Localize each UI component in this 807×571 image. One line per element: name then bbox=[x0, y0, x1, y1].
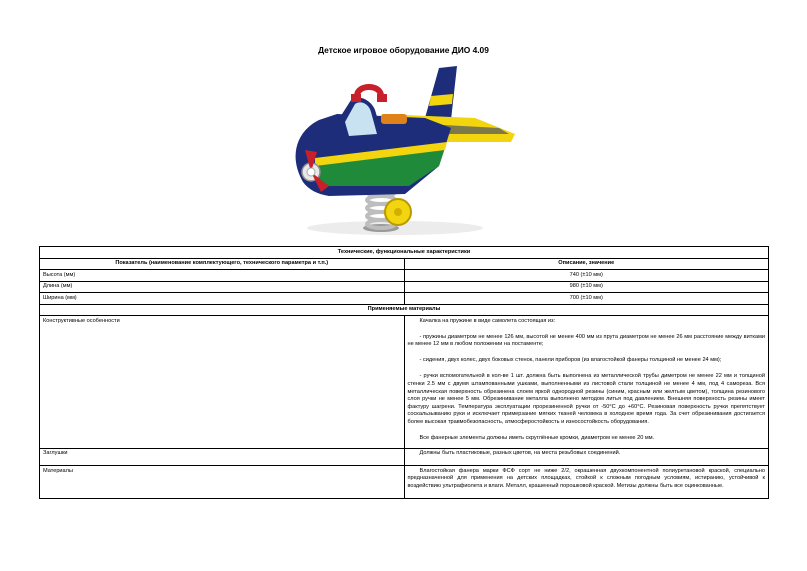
construction-handle: - ручки вспомогательной в кол-ве 1 шт. должна быть выполнена из металлической трубы диметром не менее 22 мм и толщиной стенки 2.5 мм с двумя штампованными ушками, выполненными из листовой стали толщиной не менее 4 мм, под 4 самореза. Вся металлическая поверхность обрезинена слоем яркой однородной резины (синим, красным или желтым цветом), толщина резинового слоя ручки не менее 5 мм. Обрезинивание металла выполнено методом литья под давлением. Внешняя поверхность резины имеет фактуру шагрени. Температура эксплуатации прорезиненной ручки от -50°С до +60°С. Резиновая поверхность ручки препятствует соскальзыванию руки и исключает примерзание мягких тканей человека в холодное время года. За счет обрезинивания достигается более высокая травмобезопасность, атмосферостойкость и износостойкость оборудования. bbox=[407, 373, 765, 425]
table-row bbox=[40, 293, 769, 305]
construction-seat: - сидения, двух колес, двух боковых стенок, панели приборов (из влагостойкой фанеры толщиной не менее 24 мм); bbox=[419, 357, 722, 364]
table-row bbox=[40, 304, 769, 316]
column-header-label: Показатель (наименование комплектующего, технического параметра и т.п.) bbox=[40, 258, 405, 270]
materials-label: Материалы bbox=[40, 466, 405, 499]
column-header-value: Описание, значение bbox=[404, 258, 769, 270]
row-label-width: Ширина (мм) bbox=[40, 293, 405, 305]
caps-text: Должны быть пластиковые, разных цветов, на места резьбовых соединений. bbox=[419, 450, 621, 457]
spec-table bbox=[39, 246, 769, 499]
table-row bbox=[40, 247, 769, 259]
materials-text: Влагостойкая фанера марки ФСФ сорт не ниже 2/2, окрашенная двухкомпонентной полиуретановой краской, специально предназначенной для применения на детских площадках, стойкой к сложным погодным условиям, истиранию, устойчивой к воздействию ультрафиолета и влаги. Металл, крашенный порошковой краской. Метизы должны быть все оцинкованные. bbox=[407, 467, 765, 489]
construction-spring: - пружины диаметром не менее 126 мм, высотой не менее 400 мм из прута диаметром не менее 26 мм расстояние между витками не менее 12 мм в любом положении на постаменте; bbox=[407, 333, 765, 348]
construction-edges: Все фанерные элементы должны иметь скруглённые кромки, диаметром не менее 20 мм. bbox=[419, 434, 655, 441]
row-label-height: Высота (мм) bbox=[40, 270, 405, 282]
construction-description bbox=[404, 316, 769, 449]
construction-label: Конструктивные особенности bbox=[40, 316, 405, 449]
materials-header: Применяемые материалы bbox=[40, 304, 769, 316]
row-value-height: 740 (±10 мм) bbox=[404, 270, 769, 282]
product-image bbox=[285, 62, 525, 246]
table-row bbox=[40, 281, 769, 293]
table-row bbox=[40, 270, 769, 282]
seat bbox=[381, 114, 407, 124]
row-value-width: 700 (±10 мм) bbox=[404, 293, 769, 305]
table-row bbox=[40, 316, 769, 449]
construction-intro: Качалка на пружине в виде самолета состоящая из: bbox=[419, 317, 556, 324]
caps-value bbox=[404, 448, 769, 466]
page-title: Детское игровое оборудование ДИО 4.09 bbox=[318, 45, 489, 55]
tech-header: Технические, функциональные характеристики bbox=[40, 247, 769, 259]
table-row bbox=[40, 466, 769, 499]
table-row bbox=[40, 448, 769, 466]
row-label-length: Длина (мм) bbox=[40, 281, 405, 293]
materials-value bbox=[404, 466, 769, 499]
tail-fin bbox=[425, 66, 457, 120]
caps-label: Заглушки bbox=[40, 448, 405, 466]
row-value-length: 980 (±10 мм) bbox=[404, 281, 769, 293]
table-row bbox=[40, 258, 769, 270]
